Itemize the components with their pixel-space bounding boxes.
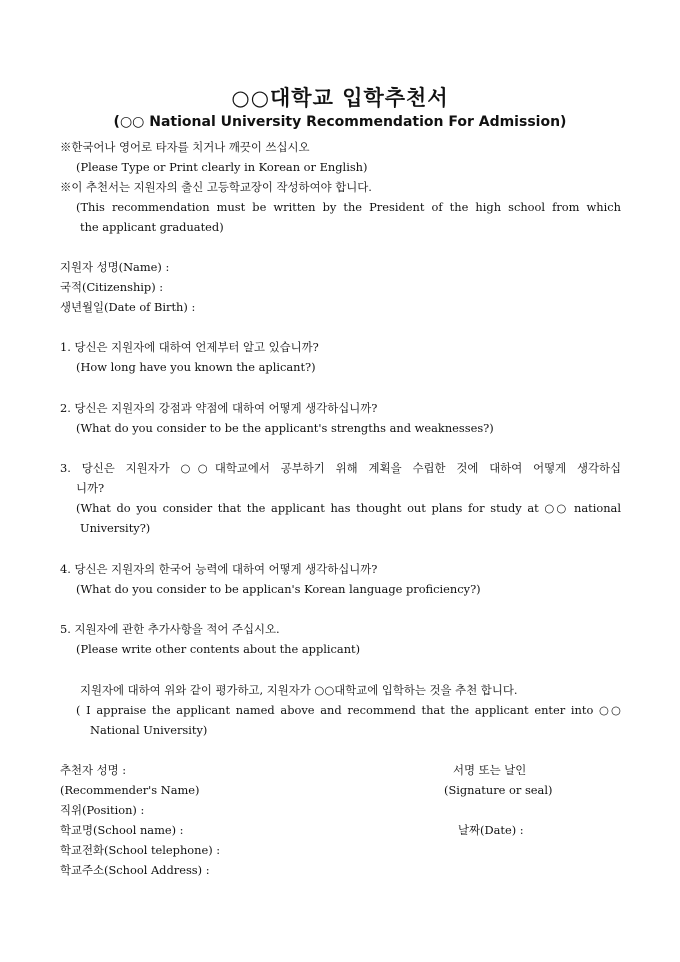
position-field[interactable]: 직위(Position) : [60,803,145,817]
question-2-english: (What do you consider to be the applicant's strengths and weaknesses?) [76,421,494,435]
question-3-korean-cont: 니까? [76,481,105,495]
question-5-english: (Please write other contents about the applicant) [76,642,361,656]
question-5-korean: 5. 지원자에 관한 추가사항을 적어 주십시오. [60,622,280,636]
recommendation-statement-korean: 지원자에 대하여 위와 같이 평가하고, 지원자가 ○○대학교에 입학하는 것을 추천 합니다. [80,683,518,697]
question-4-english: (What do you consider to be applican's Korean language proficiency?) [76,582,481,596]
instruction-english-1: (Please Type or Print clearly in Korean or English) [76,160,368,174]
instruction-korean-2: ※이 추천서는 지원자의 출신 고등학교장이 작성하여야 합니다. [60,180,372,194]
question-3-english-cont: University?) [80,521,151,535]
recommendation-statement-english-cont: National University) [90,723,208,737]
school-telephone-field[interactable]: 학교전화(School telephone) : [60,843,221,857]
instruction-english-2-cont: the applicant graduated) [80,220,224,234]
applicant-citizenship-field[interactable]: 국적(Citizenship) : [60,280,164,294]
question-4-korean: 4. 당신은 지원자의 한국어 능력에 대하여 어떻게 생각하십니까? [60,562,378,576]
recommender-name-field[interactable]: 추천자 성명 : [60,763,127,777]
instruction-english-2: (This recommendation must be written by the President of the high school from which [76,200,621,214]
date-field[interactable]: 날짜(Date) : [458,823,524,837]
question-3-english: (What do you consider that the applicant has thought out plans for study at ○○ national [76,501,621,515]
school-name-field[interactable]: 학교명(School name) : [60,823,184,837]
applicant-name-field[interactable]: 지원자 성명(Name) : [60,260,170,274]
recommender-name-english: (Recommender's Name) [60,783,200,797]
page-title: ○○대학교 입학추천서 [231,85,449,110]
question-2-korean: 2. 당신은 지원자의 강점과 약점에 대하여 어떻게 생각하십니까? [60,401,378,415]
signature-label: 서명 또는 날인 [453,763,527,777]
page-subtitle: (○○ National University Recommendation For Admission) [113,114,567,130]
applicant-birth-field[interactable]: 생년월일(Date of Birth) : [60,300,196,314]
signature-english[interactable]: (Signature or seal) [444,783,553,797]
question-1-korean: 1. 당신은 지원자에 대하여 언제부터 알고 있습니까? [60,340,319,354]
question-3-korean: 3. 당신은 지원자가 ○○대학교에서 공부하기 위해 계획을 수립한 것에 대하여 어떻게 생각하십 [60,461,621,475]
question-1-english: (How long have you known the aplicant?) [76,360,316,374]
school-address-field[interactable]: 학교주소(School Address) : [60,863,210,877]
instruction-korean-1: ※한국어나 영어로 타자를 치거나 깨끗이 쓰십시오 [60,140,310,154]
recommendation-statement-english: ( I appraise the applicant named above and recommend that the applicant enter into ○○ [76,703,621,717]
